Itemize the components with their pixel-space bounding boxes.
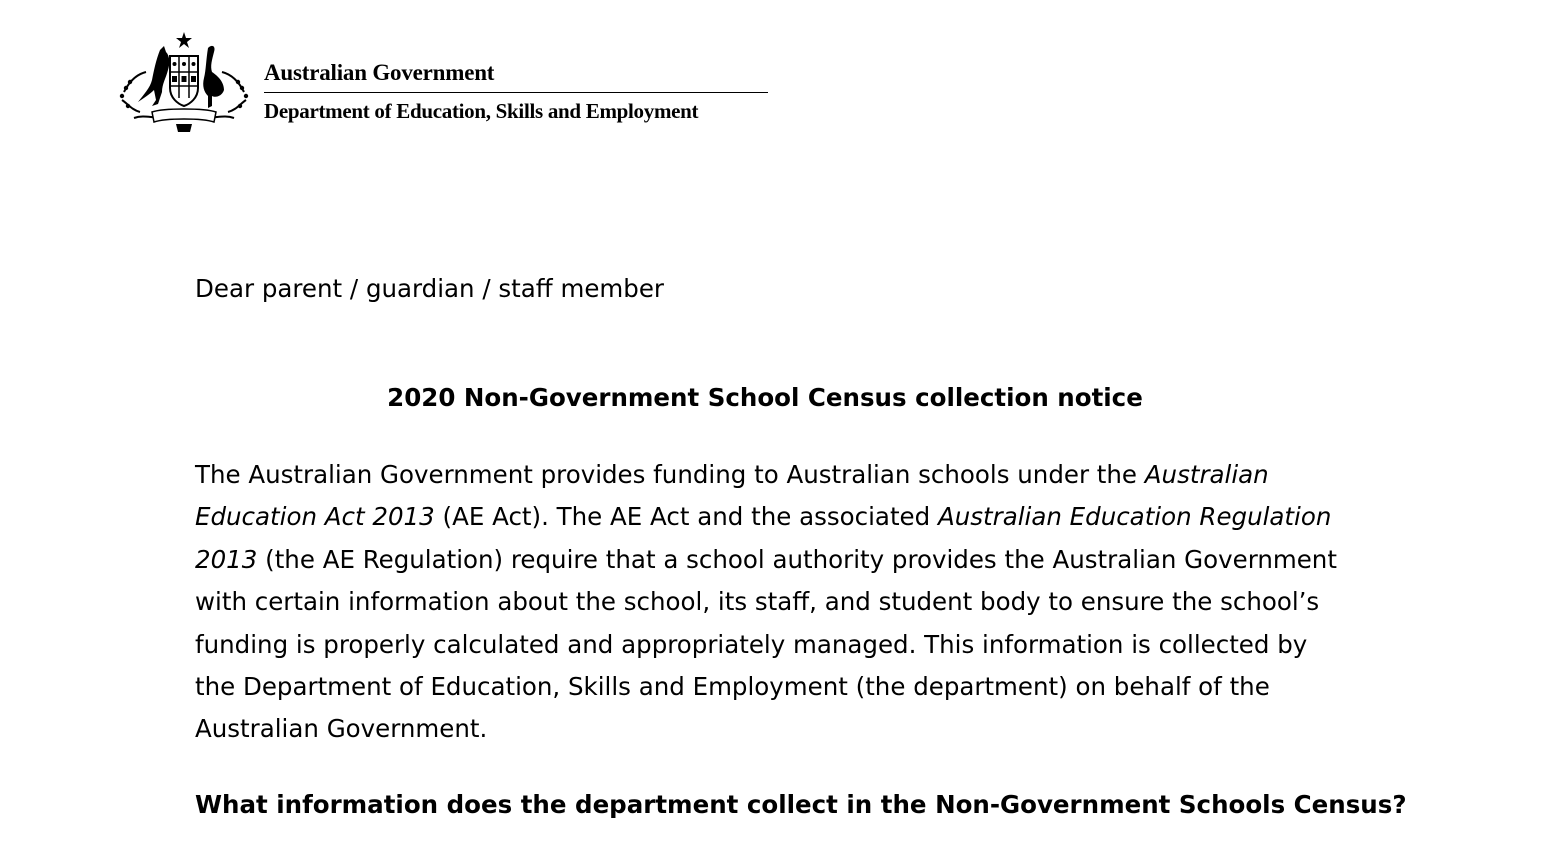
- act-name: Australian Education Act 2013: [195, 460, 1269, 532]
- department-name: Department of Education, Skills and Employment: [264, 99, 699, 123]
- section-heading: What information does the department collect in the Non-Government Schools Census?: [195, 790, 1407, 819]
- notice-title: 2020 Non-Government School Census collection notice: [387, 383, 1143, 412]
- intro-paragraph: [195, 454, 1345, 751]
- letterhead: [116, 30, 776, 134]
- organisation-name: Australian Government: [264, 60, 495, 85]
- letter-body: [195, 268, 1407, 819]
- organisation-block: [264, 58, 770, 125]
- letterhead-divider: [264, 92, 768, 93]
- paragraph-text-2: (AE Act). The AE Act and the associated: [434, 502, 938, 532]
- coat-of-arms-icon: [116, 30, 252, 134]
- paragraph-text-3: (the AE Regulation) require that a school authority provides the Australian Government with certain information about the school, its staff, and student body to ensure the school’s funding is properly calculated and appropriately managed. This information is collected by the Department of Education, Skills and Employment (the department) on behalf of the Australian Government.: [195, 544, 1337, 744]
- regulation-name: Australian Education Regulation 2013: [195, 502, 1332, 574]
- paragraph-text-1: The Australian Government provides funding to Australian schools under the: [195, 460, 1145, 489]
- salutation: Dear parent / guardian / staff member: [195, 274, 664, 303]
